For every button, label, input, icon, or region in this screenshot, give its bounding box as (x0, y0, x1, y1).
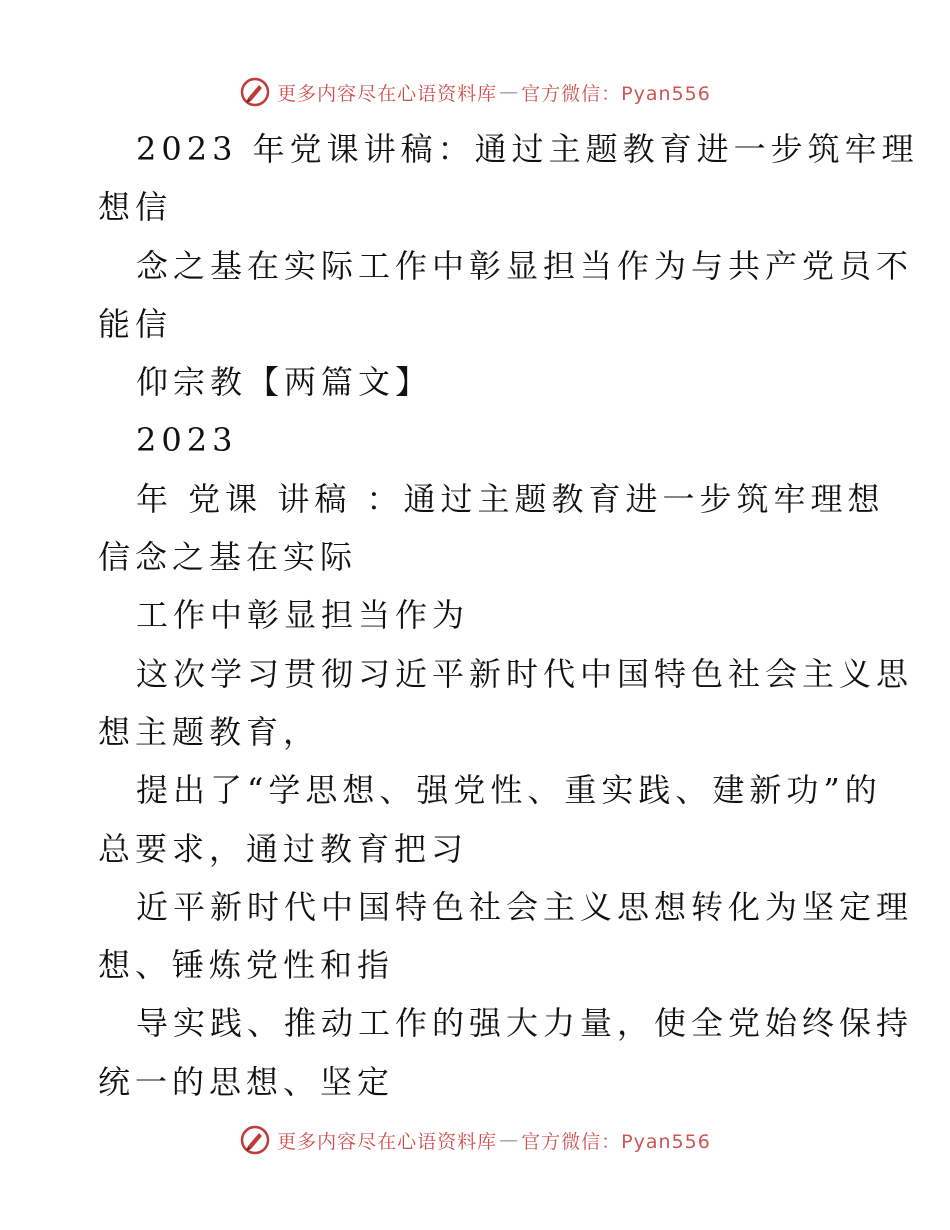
watermark-wechat-text: 官方微信：Pyan556 (521, 82, 711, 105)
text-line: 能信 (98, 304, 173, 343)
text-line: 提出了“学思想、强党性、重实践、建新功”的 (136, 771, 882, 810)
text-line: 想、锤炼党性和指 (98, 946, 395, 985)
footer-watermark (0, 1120, 950, 1160)
text-line: 想信 (98, 188, 173, 227)
watermark-main-text: 更多内容尽在心语资料库 (277, 82, 498, 105)
text-line: 导实践、推动工作的强大力量，使全党始终保持 (136, 1004, 914, 1043)
pen-seal-icon (239, 76, 271, 108)
watermark-main-text: 更多内容尽在心语资料库 (277, 1130, 498, 1153)
document-body (98, 120, 919, 1111)
watermark-separator: — (499, 1129, 520, 1151)
text-line: 2023 (136, 421, 238, 460)
text-line: 统一的思想、坚定 (98, 1062, 395, 1101)
text-line: 念之基在实际工作中彰显担当作为与共产党员不 (136, 246, 914, 285)
text-line: 年 党课 讲稿 ：通过主题教育进一步筑牢理想 (136, 479, 885, 518)
pen-seal-icon (239, 1124, 271, 1156)
text-line: 想主题教育， (98, 712, 321, 751)
text-line: 2023 年党课讲稿：通过主题教育进一步筑牢理 (136, 130, 919, 168)
text-line: 信念之基在实际 (98, 538, 358, 577)
header-watermark (0, 72, 950, 112)
text-line: 总要求，通过教育把习 (98, 829, 469, 868)
watermark-wechat-text: 官方微信：Pyan556 (521, 1130, 711, 1153)
text-line: 仰宗教【两篇文】 (136, 363, 433, 402)
text-line: 工作中彰显担当作为 (136, 596, 470, 635)
text-line: 近平新时代中国特色社会主义思想转化为坚定理 (136, 887, 914, 926)
watermark-separator: — (499, 81, 520, 103)
text-line: 这次学习贯彻习近平新时代中国特色社会主义思 (136, 654, 914, 693)
